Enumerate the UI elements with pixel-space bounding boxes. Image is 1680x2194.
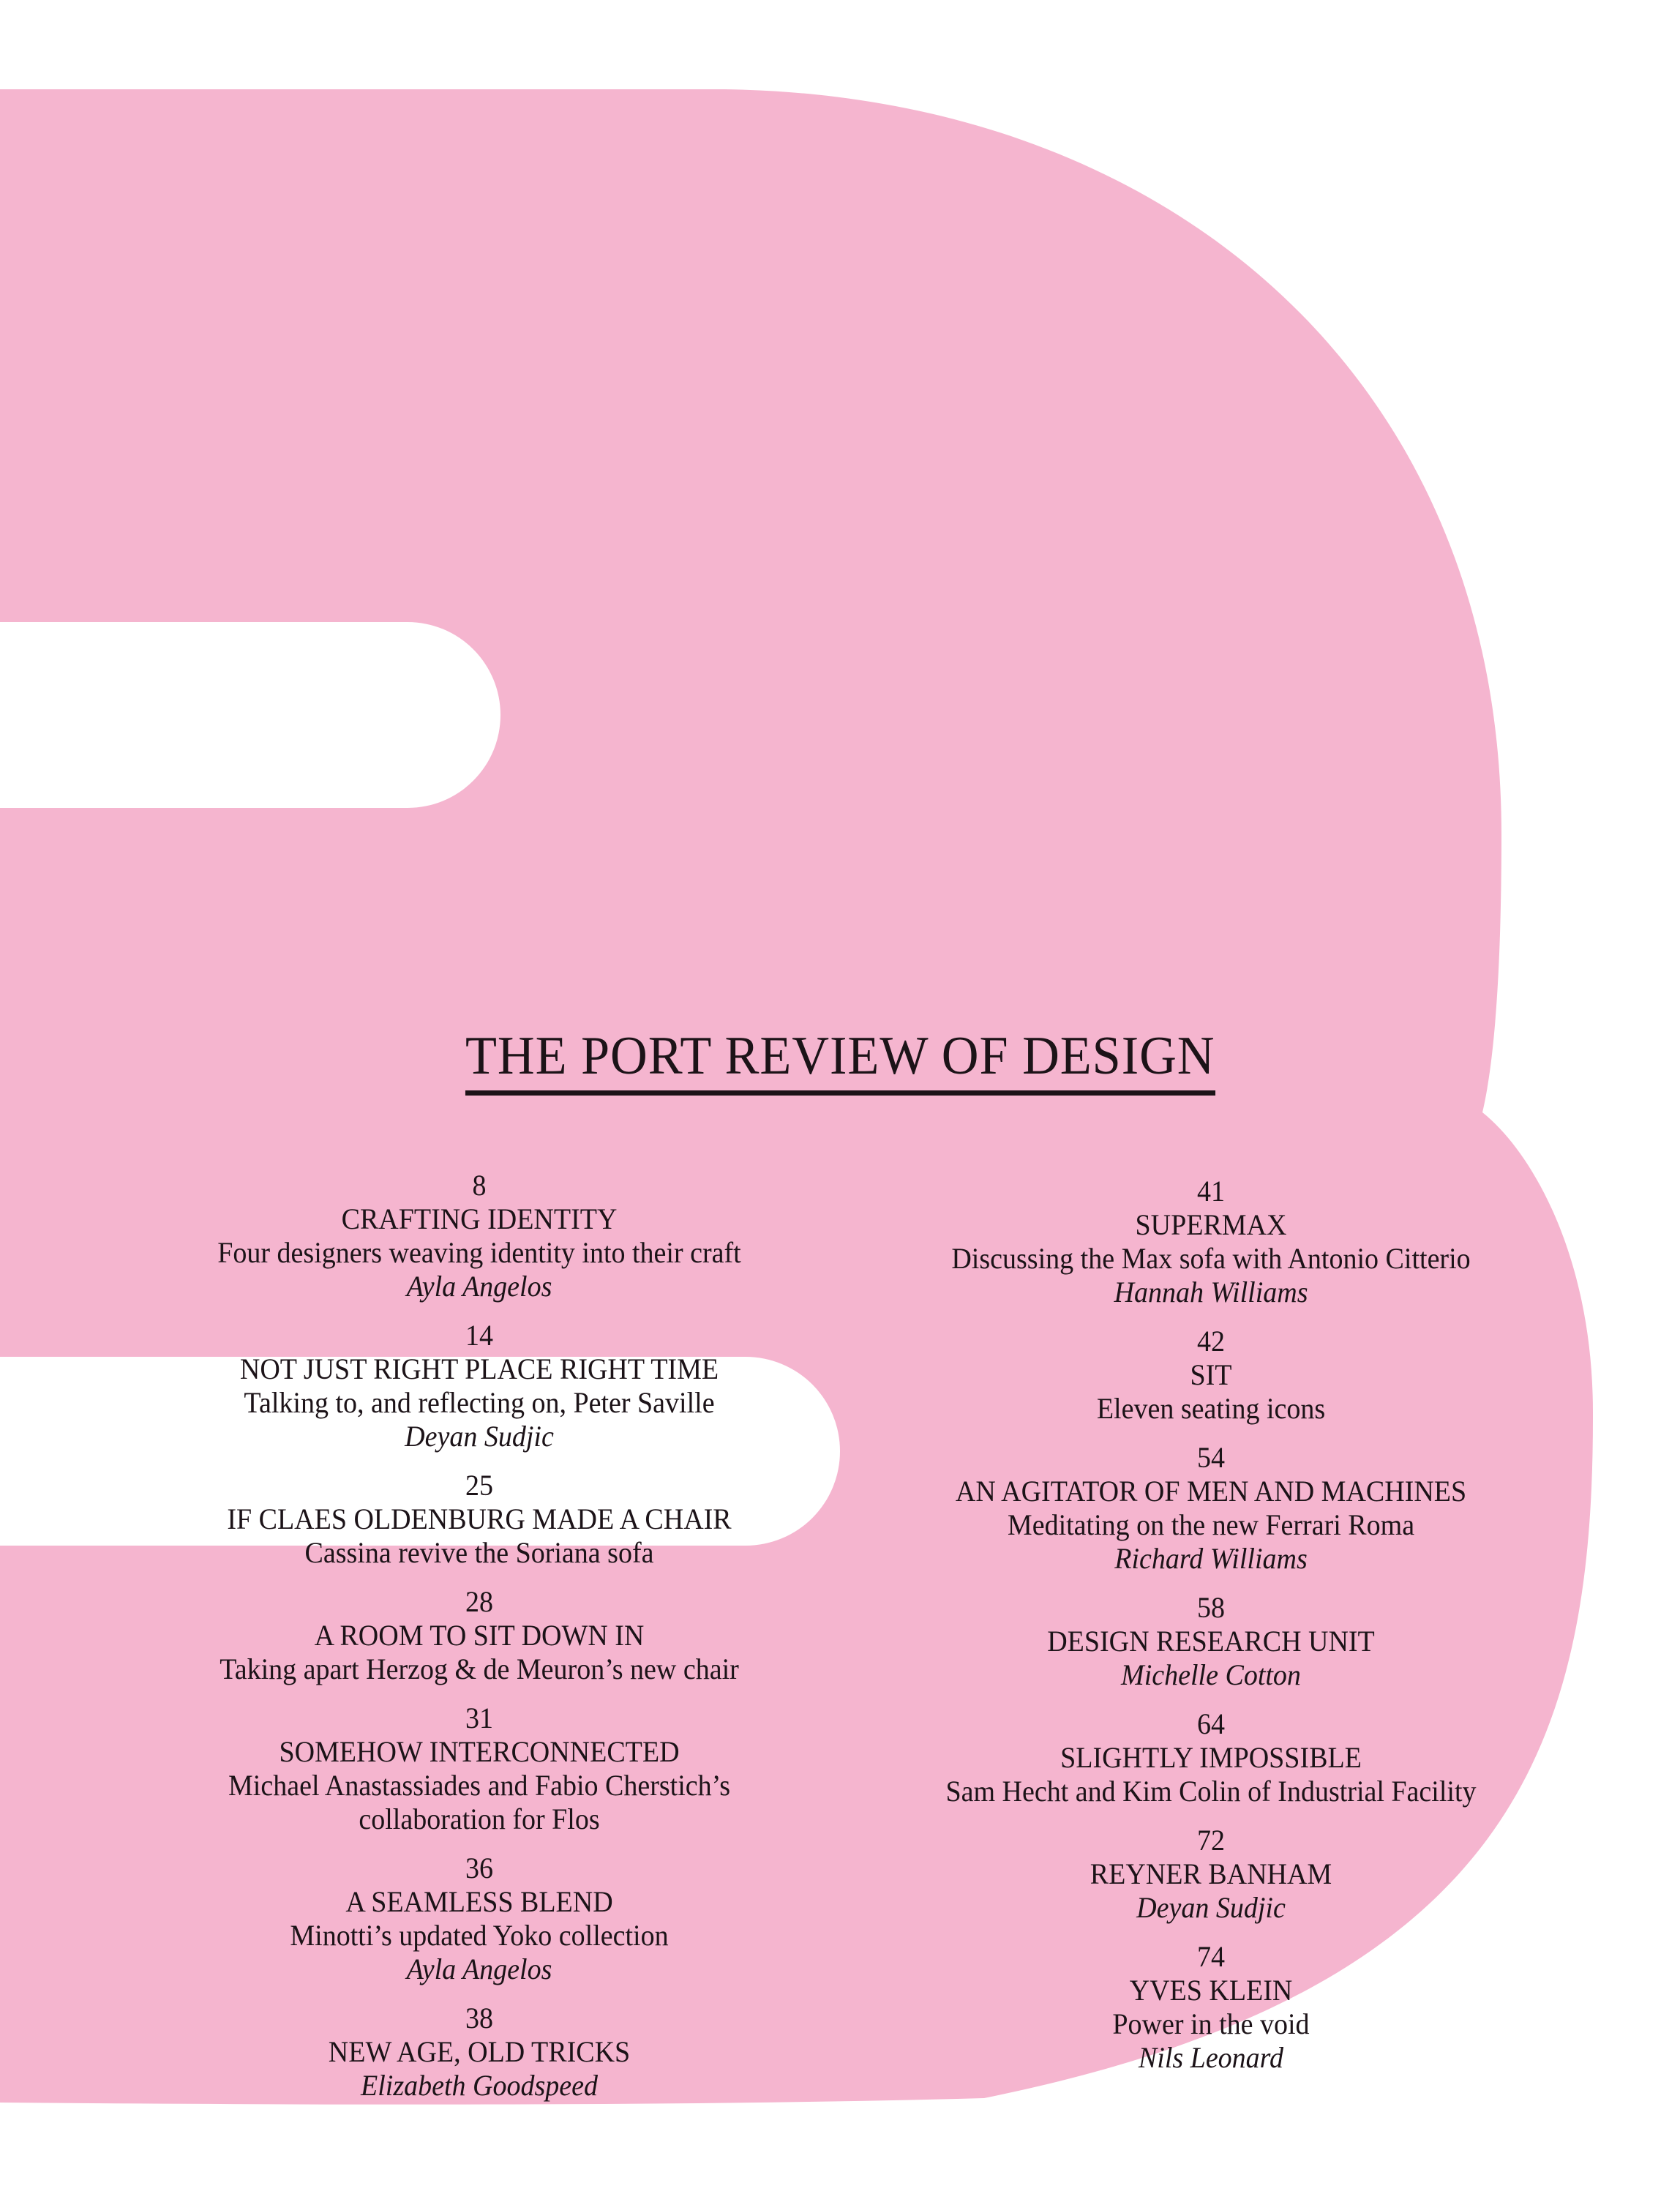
entry-description-line: Discussing the Max sofa with Antonio Citterio (951, 1242, 1471, 1275)
entry-description-line: Minotti’s updated Yoko collection (290, 1919, 669, 1952)
entry-page-number: 25 (465, 1469, 493, 1502)
entry-title: REYNER BANHAM (1090, 1857, 1332, 1890)
entry-page-number: 54 (1197, 1441, 1225, 1474)
contents-left-column (128, 1169, 830, 2118)
entry-description-line: Four designers weaving identity into their craft (217, 1236, 741, 1269)
entry-page-number: 42 (1197, 1325, 1225, 1358)
entry-author: Hannah Williams (1114, 1276, 1308, 1308)
toc-entry (857, 1591, 1566, 1692)
entry-description-line: Power in the void (1112, 2007, 1310, 2040)
contents-right-column (857, 1175, 1566, 2090)
entry-page-number: 31 (465, 1701, 493, 1734)
entry-title: A ROOM TO SIT DOWN IN (314, 1619, 645, 1652)
entry-title: NOT JUST RIGHT PLACE RIGHT TIME (239, 1352, 719, 1385)
toc-entry (128, 1469, 830, 1570)
toc-entry (128, 1319, 830, 1453)
entry-description-line: Eleven seating icons (1096, 1392, 1326, 1425)
entry-title: DESIGN RESEARCH UNIT (1047, 1625, 1375, 1658)
entry-description-line: collaboration for Flos (359, 1802, 600, 1835)
entry-description-line: Talking to, and reflecting on, Peter Saville (244, 1386, 715, 1419)
toc-entry (128, 2002, 830, 2103)
entry-page-number: 41 (1197, 1175, 1225, 1208)
entry-page-number: 72 (1197, 1824, 1225, 1857)
entry-page-number: 38 (465, 2002, 493, 2034)
entry-page-number: 64 (1197, 1707, 1225, 1740)
entry-title: SUPERMAX (1135, 1208, 1287, 1241)
entry-description-line: Taking apart Herzog & de Meuron’s new chair (220, 1652, 739, 1685)
toc-entry (857, 1940, 1566, 2075)
entry-page-number: 74 (1197, 1940, 1225, 1973)
entry-page-number: 36 (465, 1852, 493, 1884)
entry-author: Deyan Sudjic (1136, 1891, 1286, 1924)
toc-entry (857, 1325, 1566, 1426)
entry-author: Richard Williams (1114, 1542, 1308, 1575)
page-title-text: THE PORT REVIEW OF DESIGN (465, 1029, 1215, 1096)
entry-author: Michelle Cotton (1121, 1658, 1301, 1691)
toc-entry (857, 1175, 1566, 1309)
entry-page-number: 58 (1197, 1591, 1225, 1624)
toc-entry (857, 1441, 1566, 1576)
numeral-3-upper-counter (0, 622, 500, 808)
entry-author: Elizabeth Goodspeed (360, 2069, 599, 2102)
entry-description-line: Sam Hecht and Kim Colin of Industrial Facility (945, 1775, 1477, 1808)
toc-entry (128, 1585, 830, 1686)
entry-page-number: 14 (465, 1319, 493, 1352)
page-title (0, 1026, 1680, 1096)
entry-title: NEW AGE, OLD TRICKS (328, 2035, 631, 2068)
entry-author: Ayla Angelos (406, 1952, 552, 1985)
entry-title: SIT (1190, 1358, 1232, 1391)
entry-author: Ayla Angelos (406, 1270, 552, 1303)
entry-title: CRAFTING IDENTITY (341, 1202, 618, 1235)
entry-author: Nils Leonard (1138, 2041, 1284, 2074)
entry-page-number: 8 (472, 1169, 487, 1202)
entry-page-number: 28 (465, 1585, 493, 1618)
entry-author: Deyan Sudjic (405, 1420, 554, 1453)
entry-title: SOMEHOW INTERCONNECTED (279, 1735, 680, 1768)
entry-description-line: Cassina revive the Soriana sofa (304, 1536, 654, 1569)
toc-entry (857, 1707, 1566, 1808)
toc-entry (128, 1169, 830, 1303)
entry-description-line: Michael Anastassiades and Fabio Cherstich’s (228, 1769, 730, 1802)
toc-entry (128, 1701, 830, 1836)
entry-description-line: Meditating on the new Ferrari Roma (1007, 1508, 1415, 1541)
toc-entry (857, 1824, 1566, 1925)
toc-entry (128, 1852, 830, 1986)
entry-title: IF CLAES OLDENBURG MADE A CHAIR (227, 1502, 732, 1535)
entry-title: A SEAMLESS BLEND (345, 1885, 613, 1918)
entry-title: YVES KLEIN (1129, 1974, 1293, 2007)
entry-title: SLIGHTLY IMPOSSIBLE (1060, 1741, 1362, 1774)
entry-title: AN AGITATOR OF MEN AND MACHINES (955, 1475, 1467, 1508)
